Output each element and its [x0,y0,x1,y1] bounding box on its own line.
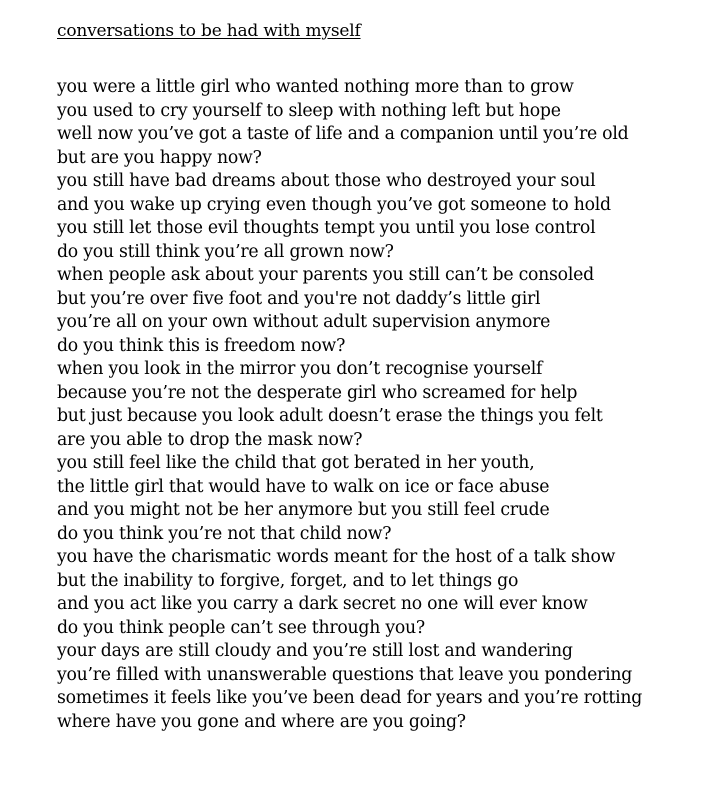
poem-line: but are you happy now? [57,147,262,168]
poem-line: well now you’ve got a taste of life and a companion until you’re old [57,124,629,144]
poem-line: but you’re over five foot and you're not daddy’s little girl [57,288,541,309]
poem-body [57,76,697,734]
poem-line: do you think people can’t see through you? [57,617,425,638]
poem-line: the little girl that would have to walk on ice or face abuse [57,476,550,497]
poem-line: and you might not be her anymore but you still feel crude [57,500,550,520]
poem-line: when you look in the mirror you don’t recognise yourself [57,359,543,379]
document-page [57,19,697,734]
poem-line: do you still think you’re all grown now? [57,241,394,262]
poem-line: and you act like you carry a dark secret no one will ever know [57,594,588,614]
poem-line: you’re all on your own without adult supervision anymore [57,312,551,332]
poem-line: and you wake up crying even though you’ve got someone to hold [57,194,611,215]
poem-line: because you’re not the desperate girl who screamed for help [57,382,578,403]
poem-line: you used to cry yourself to sleep with nothing left but hope [57,100,561,121]
poem-line: you still have bad dreams about those who destroyed your soul [57,171,596,191]
poem-line: you’re filled with unanswerable questions that leave you pondering [57,664,633,685]
poem-line: but the inability to forgive, forget, and to let things go [57,570,519,591]
poem-line: do you think this is freedom now? [57,335,346,356]
poem-line: you were a little girl who wanted nothing more than to grow [57,77,574,97]
poem-line: your days are still cloudy and you’re still lost and wandering [57,641,573,661]
poem-line: are you able to drop the mask now? [57,429,363,450]
poem-line: where have you gone and where are you going? [57,711,466,732]
poem-line: when people ask about your parents you still can’t be consoled [57,265,594,285]
poem-line: but just because you look adult doesn’t erase the things you felt [57,406,603,426]
poem-line: you still feel like the child that got berated in her youth, [57,453,535,473]
document-title: conversations to be had with myself [57,21,361,41]
poem-line: you have the charismatic words meant for the host of a talk show [57,547,616,567]
poem-line: do you think you’re not that child now? [57,523,392,544]
poem-line: sometimes it feels like you’ve been dead for years and you’re rotting [57,688,643,708]
poem-line: you still let those evil thoughts tempt you until you lose control [57,218,596,238]
